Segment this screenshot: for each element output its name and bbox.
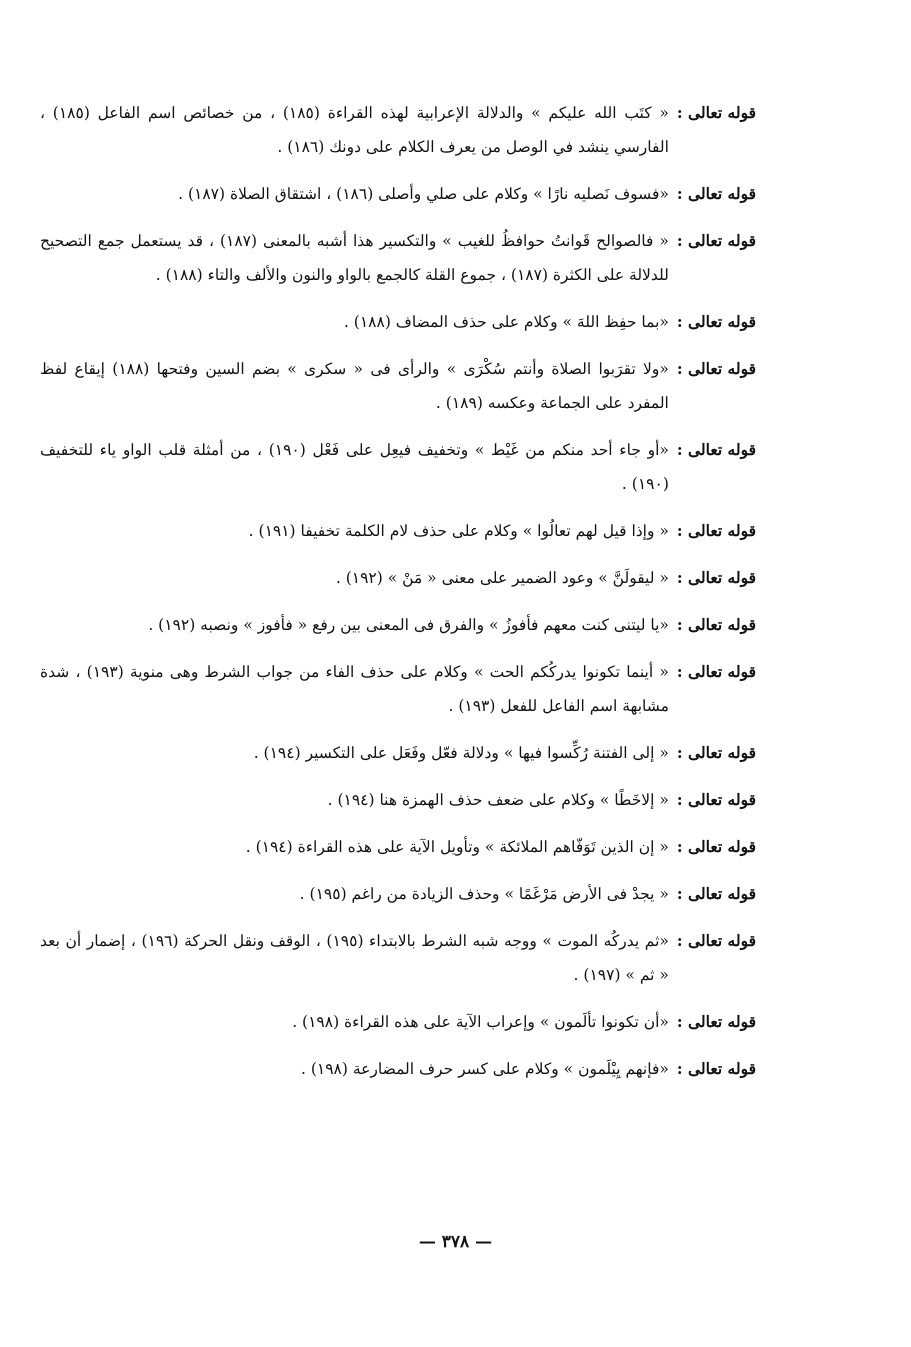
- index-entry: [40, 96, 756, 164]
- entry-label: قوله تعالى :: [676, 568, 756, 587]
- index-entry: [40, 608, 756, 642]
- index-entry: [40, 877, 756, 911]
- entry-label: قوله تعالى :: [676, 743, 756, 762]
- index-entry: [40, 433, 756, 501]
- entry-text: «أن تكونوا تألَمون » وإعراب الآية على هذه القراءة (١٩٨) .: [292, 1013, 669, 1031]
- index-page: [40, 96, 756, 1099]
- page-number: — ٣٧٨ —: [418, 1232, 493, 1252]
- entry-text: « يجدْ فى الأرض مَرْغَمًا » وحذف الزيادة من راغم (١٩٥) .: [299, 885, 669, 903]
- entry-text: « إلاخَطًا » وكلام على ضعف حذف الهمزة هنا (١٩٤) .: [327, 791, 669, 809]
- entry-label: قوله تعالى :: [676, 231, 756, 250]
- index-entry: [40, 224, 756, 292]
- entry-label: قوله تعالى :: [676, 359, 756, 378]
- entry-text: «بما حفِظ اللهَ » وكلام على حذف المضاف (١٨٨) .: [343, 313, 669, 331]
- entry-text: « وإذا قيل لهم تعالُوا » وكلام على حذف لام الكلمة تخفيفا (١٩١) .: [248, 522, 669, 540]
- index-entry: [40, 736, 756, 770]
- index-entry: [40, 1005, 756, 1039]
- index-entry: [40, 783, 756, 817]
- index-entry: [40, 924, 756, 992]
- index-entry: [40, 1052, 756, 1086]
- entry-text: « إلى الفتنة رُكِّسوا فيها » ودلالة فعّل وفَعَل على التكسير (١٩٤) .: [253, 744, 669, 762]
- entry-label: قوله تعالى :: [676, 521, 756, 540]
- entry-label: قوله تعالى :: [676, 837, 756, 856]
- index-entry: [40, 514, 756, 548]
- index-entry: [40, 830, 756, 864]
- entry-text: «يا ليتنى كنت معهم فأفوزُ » والفرق فى المعنى بين رفع « فأفوز » ونصبه (١٩٢) .: [148, 616, 669, 634]
- index-entry: [40, 655, 756, 723]
- index-entry: [40, 177, 756, 211]
- entry-label: قوله تعالى :: [676, 884, 756, 903]
- entry-label: قوله تعالى :: [676, 312, 756, 331]
- index-entry: [40, 561, 756, 595]
- index-entry: [40, 305, 756, 339]
- entry-text: «أو جاء أحد منكم من غَيْط » وتخفيف فيعِل على فَعْل (١٩٠) ، من أمثلة قلب الواو ياء للتخفيف (١٩٠) .: [40, 441, 669, 493]
- entry-text: « ليقولَنَّ » وعود الضمير على معنى « مَنْ » (١٩٢) .: [335, 569, 669, 587]
- entry-label: قوله تعالى :: [676, 615, 756, 634]
- entry-text: « فالصوالح قَوانتُ حوافظُ للغيب » والتكسير هذا أشبه بالمعنى (١٨٧) ، قد يستعمل جمع التصحيح للدلالة على الكثرة (١٨٧) ، جموع القلة كالجمع بالواو والنون والألف والتاء (١٨٨) .: [40, 232, 669, 284]
- entry-label: قوله تعالى :: [676, 440, 756, 459]
- entry-label: قوله تعالى :: [676, 1059, 756, 1078]
- entry-text: « إن الذين تَوَفّاهم الملائكة » وتأويل الآية على هذه القراءة (١٩٤) .: [245, 838, 669, 856]
- entry-text: « أينما تكونوا يدركُكم الحت » وكلام على حذف الفاء من جواب الشرط وهى منوية (١٩٣) ، شدة مشابهة اسم الفاعل للفعل (١٩٣) .: [40, 663, 669, 715]
- entry-label: قوله تعالى :: [676, 103, 756, 122]
- entry-label: قوله تعالى :: [676, 790, 756, 809]
- entry-text: «ولا تقرَبوا الصلاة وأنتم سُكْرَى » والرأى فى « سكرى » بضم السين وفتحها (١٨٨) إيقاع لفظ المفرد على الجماعة وعكسه (١٨٩) .: [40, 360, 669, 412]
- entry-text: « كتَب الله عليكم » والدلالة الإعرابية لهذه القراءة (١٨٥) ، من خصائص اسم الفاعل (١٨٥) ، الفارسي ينشد في الوصل من يعرف الكلام على دونك (١٨٦) .: [40, 104, 669, 156]
- entry-text: «ثم يدركُه الموت » ووجه شبه الشرط بالابتداء (١٩٥) ، الوقف ونقل الحركة (١٩٦) ، إضمار أن بعد « ثم » (١٩٧) .: [40, 932, 669, 984]
- entry-label: قوله تعالى :: [676, 184, 756, 203]
- entry-text: «فإنهم يِيْلَمون » وكلام على كسر حرف المضارعة (١٩٨) .: [301, 1060, 669, 1078]
- index-entry: [40, 352, 756, 420]
- entry-label: قوله تعالى :: [676, 1012, 756, 1031]
- entry-label: قوله تعالى :: [676, 662, 756, 681]
- entry-text: «فسوف نَصليه نارًا » وكلام على صلي وأصلى (١٨٦) ، اشتقاق الصلاة (١٨٧) .: [178, 185, 669, 203]
- entry-label: قوله تعالى :: [676, 931, 756, 950]
